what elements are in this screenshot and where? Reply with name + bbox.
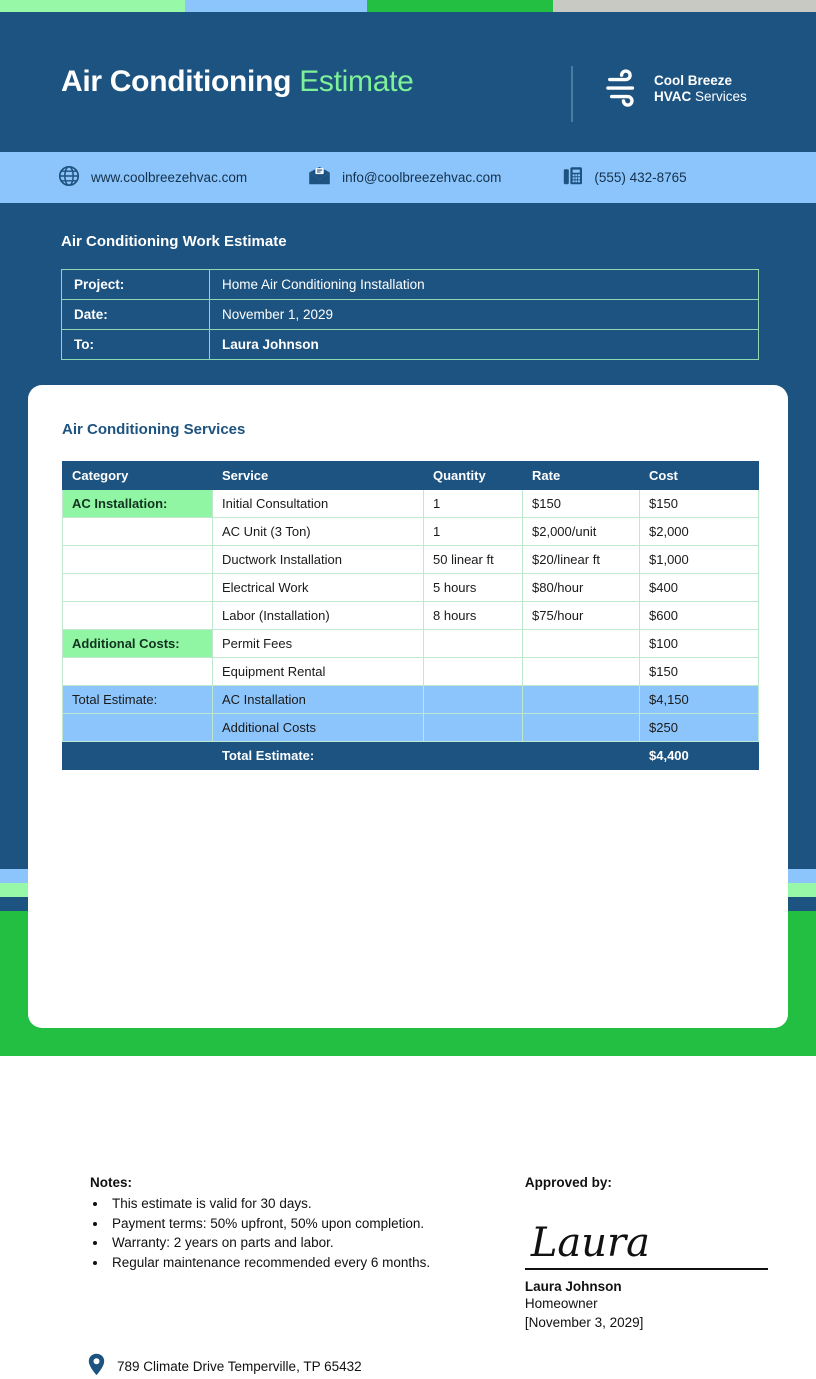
cell-cost: $100 bbox=[640, 630, 759, 658]
cell-service: Additional Costs bbox=[213, 714, 424, 742]
cell-service: Ductwork Installation bbox=[213, 546, 424, 574]
website-text: www.coolbreezehvac.com bbox=[91, 170, 248, 185]
cell-service: Equipment Rental bbox=[213, 658, 424, 686]
cell-rate: $80/hour bbox=[523, 574, 640, 602]
cell-service: AC Installation bbox=[213, 686, 424, 714]
table-row bbox=[63, 518, 759, 546]
header-divider bbox=[571, 66, 573, 122]
cell-rate: $75/hour bbox=[523, 602, 640, 630]
cell-rate: $20/linear ft bbox=[523, 546, 640, 574]
cell-category: Additional Costs: bbox=[63, 630, 213, 658]
envelope-icon bbox=[308, 166, 331, 189]
address-text: 789 Climate Drive Temperville, TP 65432 bbox=[117, 1358, 362, 1374]
globe-icon bbox=[58, 165, 80, 190]
logo-services: Services bbox=[695, 89, 747, 104]
meta-row bbox=[62, 270, 759, 300]
cell-quantity bbox=[424, 742, 523, 770]
logo-hvac: HVAC bbox=[654, 89, 692, 104]
cell-cost: $150 bbox=[640, 658, 759, 686]
topbar-segment-light-blue bbox=[185, 0, 367, 12]
meta-value: Laura Johnson bbox=[210, 330, 759, 360]
cell-service: AC Unit (3 Ton) bbox=[213, 518, 424, 546]
cell-category bbox=[63, 574, 213, 602]
document-header bbox=[0, 12, 816, 152]
notes-list bbox=[108, 1194, 500, 1272]
note-item: • Payment terms: 50% upfront, 50% upon completion. bbox=[108, 1214, 500, 1234]
contact-website[interactable] bbox=[58, 165, 247, 190]
estimate-meta bbox=[0, 203, 816, 360]
cell-quantity bbox=[424, 686, 523, 714]
table-row bbox=[63, 686, 759, 714]
services-card bbox=[28, 385, 788, 1374]
cell-service: Labor (Installation) bbox=[213, 602, 424, 630]
meta-key: Project: bbox=[62, 270, 210, 300]
contact-bar bbox=[0, 152, 816, 203]
cell-quantity bbox=[424, 714, 523, 742]
table-row bbox=[63, 714, 759, 742]
services-title: Air Conditioning Services bbox=[62, 421, 246, 438]
phone-text: (555) 432-8765 bbox=[594, 170, 687, 185]
cell-category bbox=[63, 518, 213, 546]
topbar-segment-light-green bbox=[0, 0, 185, 12]
cell-cost: $4,150 bbox=[640, 686, 759, 714]
cell-cost: $1,000 bbox=[640, 546, 759, 574]
column-header: Cost bbox=[640, 462, 759, 490]
contact-email[interactable] bbox=[308, 166, 501, 189]
cell-rate bbox=[523, 630, 640, 658]
column-header: Service bbox=[213, 462, 424, 490]
column-header: Quantity bbox=[424, 462, 523, 490]
cell-service: Initial Consultation bbox=[213, 490, 424, 518]
meta-value: November 1, 2029 bbox=[210, 300, 759, 330]
approver-name: Laura Johnson bbox=[524, 1278, 622, 1294]
note-item: • Regular maintenance recommended every 6 months. bbox=[108, 1253, 500, 1273]
cell-category bbox=[63, 742, 213, 770]
title-accent: Estimate bbox=[299, 65, 414, 98]
table-row bbox=[63, 602, 759, 630]
company-address bbox=[88, 1353, 362, 1379]
topbar-segment-grey bbox=[553, 0, 816, 12]
logo-line-1: Cool Breeze bbox=[654, 73, 733, 89]
cell-quantity: 8 hours bbox=[424, 602, 523, 630]
table-row bbox=[63, 742, 759, 770]
cell-category bbox=[63, 602, 213, 630]
table-row bbox=[63, 630, 759, 658]
meta-key: To: bbox=[62, 330, 210, 360]
cell-quantity bbox=[424, 658, 523, 686]
cell-quantity bbox=[424, 630, 523, 658]
cell-quantity: 1 bbox=[424, 518, 523, 546]
cell-cost: $150 bbox=[640, 490, 759, 518]
table-row bbox=[63, 574, 759, 602]
cell-rate bbox=[523, 686, 640, 714]
cell-service: Permit Fees bbox=[213, 630, 424, 658]
top-color-bar bbox=[0, 0, 816, 12]
note-item: • This estimate is valid for 30 days. bbox=[108, 1194, 500, 1214]
cell-quantity: 1 bbox=[424, 490, 523, 518]
services-table bbox=[62, 461, 759, 770]
cell-quantity: 5 hours bbox=[424, 574, 523, 602]
meta-key: Date: bbox=[62, 300, 210, 330]
table-row bbox=[63, 546, 759, 574]
wind-breeze-icon bbox=[604, 72, 642, 106]
signature: Laura bbox=[530, 1220, 650, 1266]
table-row bbox=[63, 490, 759, 518]
meta-row bbox=[62, 330, 759, 360]
column-header: Category bbox=[63, 462, 213, 490]
cell-category bbox=[63, 714, 213, 742]
note-item: • Warranty: 2 years on parts and labor. bbox=[108, 1233, 500, 1253]
desk-phone-icon bbox=[563, 166, 583, 190]
logo-line-2 bbox=[654, 89, 747, 105]
meta-row bbox=[62, 300, 759, 330]
cell-cost: $2,000 bbox=[640, 518, 759, 546]
cell-service: Total Estimate: bbox=[213, 742, 424, 770]
approval-date: [November 3, 2029] bbox=[524, 1315, 644, 1331]
topbar-segment-green bbox=[367, 0, 553, 12]
lower-section bbox=[90, 1175, 790, 1333]
cell-category: AC Installation: bbox=[63, 490, 213, 518]
cell-quantity: 50 linear ft bbox=[424, 546, 523, 574]
cell-category: Total Estimate: bbox=[63, 686, 213, 714]
cell-cost: $250 bbox=[640, 714, 759, 742]
cell-category bbox=[63, 658, 213, 686]
contact-phone[interactable] bbox=[563, 166, 686, 190]
notes-block bbox=[90, 1175, 500, 1333]
meta-value: Home Air Conditioning Installation bbox=[210, 270, 759, 300]
column-header: Rate bbox=[523, 462, 640, 490]
cell-rate: $2,000/unit bbox=[523, 518, 640, 546]
meta-title: Air Conditioning Work Estimate bbox=[61, 233, 287, 250]
location-pin-icon bbox=[88, 1353, 105, 1379]
approval-block bbox=[525, 1175, 790, 1333]
cell-category bbox=[63, 546, 213, 574]
signature-line bbox=[525, 1268, 768, 1270]
cell-cost: $400 bbox=[640, 574, 759, 602]
approver-role: Homeowner bbox=[524, 1295, 598, 1311]
cell-rate bbox=[523, 742, 640, 770]
email-text: info@coolbreezehvac.com bbox=[342, 170, 502, 185]
cell-rate bbox=[523, 658, 640, 686]
table-row bbox=[63, 658, 759, 686]
approval-heading: Approved by: bbox=[524, 1175, 612, 1190]
cell-rate bbox=[523, 714, 640, 742]
notes-heading: Notes: bbox=[90, 1175, 133, 1190]
page-title bbox=[61, 65, 414, 99]
cell-service: Electrical Work bbox=[213, 574, 424, 602]
meta-table bbox=[61, 269, 759, 360]
cell-cost: $4,400 bbox=[640, 742, 759, 770]
title-main: Air Conditioning bbox=[61, 65, 292, 98]
company-logo bbox=[604, 72, 747, 106]
cell-cost: $600 bbox=[640, 602, 759, 630]
cell-rate: $150 bbox=[523, 490, 640, 518]
table-header-row bbox=[63, 462, 759, 490]
